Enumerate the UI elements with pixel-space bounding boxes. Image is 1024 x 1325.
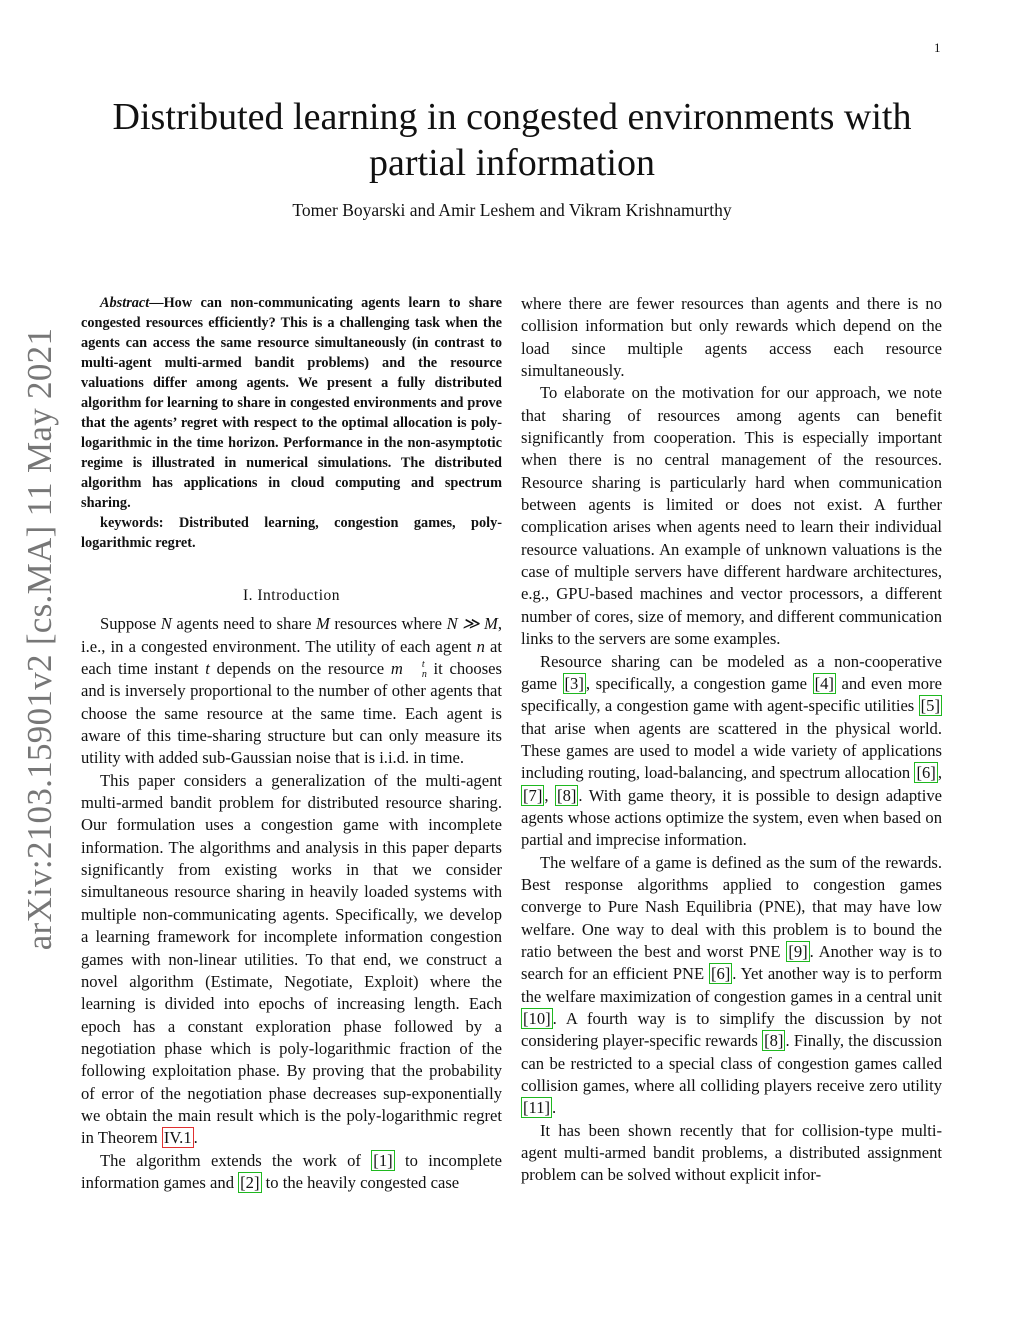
citation-link[interactable]: [1] xyxy=(373,1150,393,1170)
citation-link[interactable]: [7] xyxy=(523,785,543,805)
citation-link[interactable]: [6] xyxy=(916,763,936,783)
author-list: Tomer Boyarski and Amir Leshem and Vikram Krishnamurthy xyxy=(292,200,732,220)
right-column xyxy=(521,293,942,1187)
citation-link[interactable]: [10] xyxy=(523,1009,551,1028)
intro-paragraph-3: The algorithm extends the work of [1] to incomplete information games and [2] to the heavily congested case xyxy=(81,1150,502,1192)
keywords: keywords: Distributed learning, congestion games, poly-logarithmic regret. xyxy=(81,515,502,551)
citation-link[interactable]: [5] xyxy=(920,696,940,716)
citation-link[interactable]: [3] xyxy=(564,673,584,693)
abstract xyxy=(81,293,502,553)
arxiv-stamp-text: arXiv:2103.15901v2 [cs.MA] 11 May 2021 xyxy=(20,327,59,951)
left-column xyxy=(81,293,502,1194)
page-number: 1 xyxy=(934,40,941,55)
citation-link[interactable]: [11] xyxy=(523,1098,551,1118)
right-paragraph-4: The welfare of a game is defined as the sum of the rewards. Best response algorithms applied to congestion games converge to Pure Nash Equilibria (PNE), that may have low welfare. One way to deal with this problem is to bound the ratio between the best and worst PNE [9] . Another way is to search for an efficient PNE [6] . Yet another way is to perform the welfare maximization of congestion games in a central unit [10] . A fourth way is to simplify the discussion by not considering player-specific rewards [8] . Finally, the discussion can be restricted to a special class of congestion games called collision games, where all colliding players receive zero utility [11] . xyxy=(521,852,943,1118)
right-paragraph-3: Resource sharing can be modeled as a non-cooperative game [3] , specifically, a congestion game [4] and even more specifically, a congestion game with agent-specific utilities [5] that arise when agents are scattered in the physical world. These games are used to model a wide variety of applications including routing, load-balancing, and spectrum allocation [6] , [7] , [8] . With game theory, it is possible to design adaptive agents whose actions optimize the system, even when based on partial and imprecise information. xyxy=(521,651,943,850)
arxiv-identifier-stamp xyxy=(8,327,72,951)
paper-title: Distributed learning in congested environments with partial information xyxy=(112,96,912,184)
citation-link[interactable]: [2] xyxy=(240,1172,260,1192)
citation-link[interactable]: [8] xyxy=(764,1031,784,1051)
citation-link[interactable]: [4] xyxy=(814,673,834,693)
section-heading-introduction: I. Introduction xyxy=(242,587,341,604)
intro-paragraph-1: Suppose N agents need to share M resources where N ≫ M, i.e., in a congested environment. The utility of each agent n at each time instant t depends on the resource m t n it chooses and is inversely proportional to the number of other agents that choose the same resource at the same time. Each agent is aware of this time-sharing structure but can only measure its utility with added sub-Gaussian noise that is i.i.d. in time. xyxy=(81,614,503,768)
right-paragraph-2: To elaborate on the motivation for our approach, we note that sharing of resources among agents can benefit significantly from cooperation. This is especially important when there is no central management of the resources. Resource sharing is particularly hard when communication between agents is limited or does not exist. A further complication arises when agents need to learn their individual resource valuations. An example of unknown valuations is the case of multiple servers have different hardware architectures, e.g., GPU-based machines and vector processors, a different number of cores, size of memory, and different communication links to the servers are some examples. xyxy=(521,383,942,649)
right-paragraph-5: It has been shown recently that for collision-type multi-agent multi-armed bandit problems, a distributed assignment problem can be solved without explicit infor- xyxy=(521,1120,942,1185)
intro-paragraph-2: This paper considers a generalization of the multi-agent multi-armed bandit problem for distributed resource sharing. Our formulation uses a congestion game with incomplete information. The algorithms and analysis in this paper departs significantly from existing works in that we consider simultaneous resource sharing in heavily loaded systems with multiple non-communicating agents. Specifically, we develop a learning framework for incomplete information congestion games with non-linear utilities. To that end, we construct a novel algorithm (Estimate, Negotiate, Exploit) where the learning is divided into epochs of increasing length. Each epoch has a constant exploration phase followed by a negotiation phase which is poly-logarithmic fraction of the following exploitation phase. By proving that the probability of error of the negotiation phase decreases sup-exponentially we obtain the main result which is the poly-logarithmic regret in Theorem IV.1 . xyxy=(81,770,502,1148)
citation-link[interactable]: [8] xyxy=(557,785,577,805)
abstract-label: Abstract xyxy=(100,295,150,311)
citation-link[interactable]: [9] xyxy=(788,941,808,961)
theorem-link[interactable]: IV.1 xyxy=(163,1128,192,1148)
citation-link[interactable]: [6] xyxy=(710,964,731,984)
right-paragraph-1: where there are fewer resources than agents and there is no collision information but only rewards which depend on the load since multiple agents access each resource simultaneously. xyxy=(521,294,942,381)
abstract-text: —How can non-communicating agents learn to share congested resources efficiently? This is a challenging task when the agents can access the same resource simultaneously (in contrast to multi-agent multi-armed bandit problems) and the resource valuations differ among agents. We present a fully distributed algorithm for learning to share in congested environments and prove that the agents’ regret with respect to the optimal allocation is poly-logarithmic in the time horizon. Performance in the non-asymptotic regime is illustrated in numerical simulations. The distributed algorithm has applications in cloud computing and spectrum sharing. xyxy=(81,295,502,511)
